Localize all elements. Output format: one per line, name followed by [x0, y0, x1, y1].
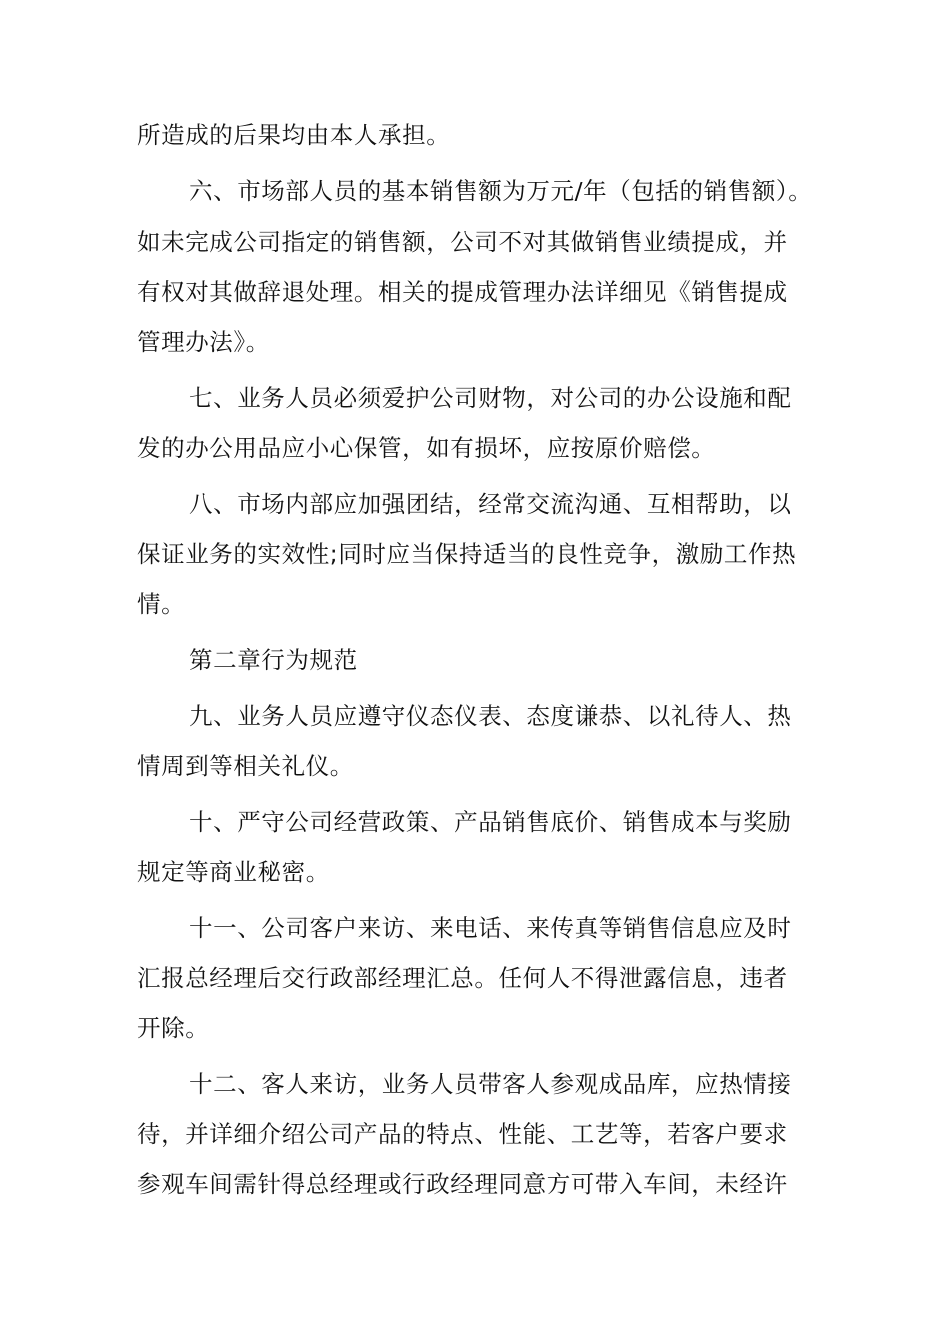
paragraph-line: 规定等商业秘密。: [137, 858, 330, 886]
paragraph-line: 情。: [137, 590, 186, 618]
paragraph-line: 发的办公用品应小心保管，如有损坏，应按原价赔偿。: [137, 434, 716, 462]
paragraph-line: 管理办法》。: [137, 328, 270, 356]
paragraph-line: 十一、公司客户来访、来电话、来传真等销售信息应及时: [189, 914, 792, 942]
paragraph-line: 十二、客人来访，业务人员带客人参观成品库，应热情接: [189, 1070, 792, 1098]
chapter-heading: 第二章行为规范: [189, 646, 358, 674]
paragraph-line: 所造成的后果均由本人承担。: [137, 121, 451, 149]
paragraph-line: 七、业务人员必须爱护公司财物，对公司的办公设施和配: [189, 384, 792, 412]
paragraph-line: 十、严守公司经营政策、产品销售底价、销售成本与奖励: [189, 808, 792, 836]
paragraph-line: 参观车间需针得总经理或行政经理同意方可带入车间，未经许: [137, 1170, 788, 1198]
paragraph-line: 九、业务人员应遵守仪态仪表、态度谦恭、以礼待人、热: [189, 702, 792, 730]
paragraph-line: 如未完成公司指定的销售额，公司不对其做销售业绩提成，并: [137, 228, 788, 256]
paragraph-line: 汇报总经理后交行政部经理汇总。任何人不得泄露信息，违者: [137, 964, 788, 992]
paragraph-line: 开除。: [137, 1014, 210, 1042]
paragraph-line: 有权对其做辞退处理。相关的提成管理办法详细见《销售提成: [137, 278, 788, 306]
paragraph-line: 待，并详细介绍公司产品的特点、性能、工艺等，若客户要求: [137, 1120, 788, 1148]
paragraph-line: 情周到等相关礼仪。: [137, 752, 354, 780]
paragraph-line: 六、市场部人员的基本销售额为万元/年（包括的销售额）。: [189, 177, 813, 205]
paragraph-line: 保证业务的实效性;同时应当保持适当的良性竞争，激励工作热: [137, 540, 797, 568]
paragraph-line: 八、市场内部应加强团结，经常交流沟通、互相帮助，以: [189, 490, 792, 518]
